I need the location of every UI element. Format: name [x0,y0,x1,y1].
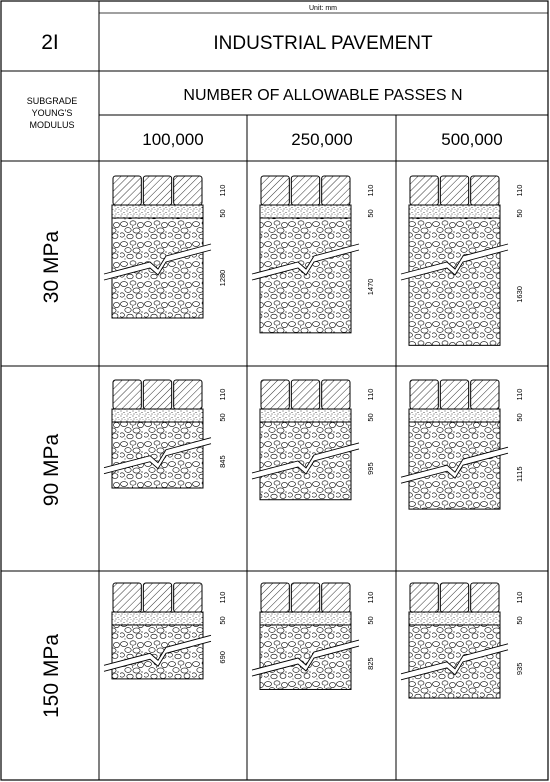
sand-thickness-label: 50 [218,616,227,625]
section-0-1 [252,176,375,333]
paver-thickness-label: 110 [366,388,375,401]
sand-thickness-label: 50 [515,616,524,625]
bedding-sand-layer [112,409,203,422]
subbase-thickness-label: 1470 [366,278,375,296]
paver-thickness-label: 110 [515,591,524,604]
sand-thickness-label: 50 [515,413,524,422]
paver-block [471,176,499,205]
paver-block [261,176,289,205]
paver-thickness-label: 110 [218,591,227,604]
paver-block [113,380,141,409]
subbase-thickness-label: 995 [366,462,375,475]
sand-thickness-label: 50 [218,413,227,422]
subgrade-label-line-2: YOUNG'S [31,108,73,118]
subbase-layer [112,422,203,488]
section-0-2 [401,176,524,345]
paver-block [322,176,350,205]
paver-block [291,583,319,612]
section-0-0 [104,176,227,318]
subbase-thickness-label: 1115 [515,466,524,483]
paver-block [113,583,141,612]
paver-thickness-label: 110 [366,591,375,604]
section-1-0 [104,380,227,488]
bedding-sand-layer [112,205,203,218]
section-1-1 [252,380,375,500]
passes-title: NUMBER OF ALLOWABLE PASSES N [183,87,463,104]
sand-thickness-label: 50 [366,209,375,218]
paver-block [440,176,468,205]
subbase-thickness-label: 1630 [515,286,524,303]
paver-block [291,380,319,409]
row-label-30-mpa: 30 MPa [40,230,63,304]
paver-thickness-label: 110 [218,184,227,197]
paver-block [174,583,202,612]
column-header-100000: 100,000 [142,130,204,149]
column-header-500000: 500,000 [441,130,503,149]
subbase-thickness-label: 825 [366,657,375,670]
paver-block [471,380,499,409]
paver-block [410,380,438,409]
paver-block [143,176,171,205]
paver-block [471,583,499,612]
section-1-2 [401,380,524,509]
bedding-sand-layer [409,612,500,625]
page-title: INDUSTRIAL PAVEMENT [213,33,433,54]
sand-thickness-label: 50 [366,413,375,422]
subbase-layer [112,625,203,679]
paver-block [322,583,350,612]
paver-block [322,380,350,409]
paver-block [261,380,289,409]
bedding-sand-layer [112,612,203,625]
paver-block [410,176,438,205]
paver-block [113,176,141,205]
paver-block [410,583,438,612]
paver-thickness-label: 110 [218,388,227,401]
subbase-thickness-label: 845 [218,455,227,468]
paver-thickness-label: 110 [515,184,524,197]
subgrade-label-line-3: MODULUS [29,120,75,130]
subbase-thickness-label: 1280 [218,269,227,287]
paver-block [143,380,171,409]
subbase-layer [260,422,351,500]
subbase-layer [409,625,500,698]
section-2-1 [252,583,375,689]
bedding-sand-layer [409,409,500,422]
paver-block [440,380,468,409]
paver-block [174,380,202,409]
subbase-layer [409,422,500,509]
paver-block [440,583,468,612]
column-header-250000: 250,000 [291,130,353,149]
row-label-90-mpa: 90 MPa [40,433,63,507]
unit-note: Unit: mm [309,5,337,12]
bedding-sand-layer [409,205,500,218]
subgrade-label-line-1: SUBGRADE [26,96,78,106]
paver-block [143,583,171,612]
bedding-sand-layer [260,409,351,422]
pavement-sections [104,176,524,698]
paver-block [291,176,319,205]
row-label-150-mpa: 150 MPa [40,633,63,719]
subbase-thickness-label: 935 [515,662,524,676]
paver-block [261,583,289,612]
sand-thickness-label: 50 [515,209,524,218]
subbase-thickness-label: 690 [218,651,227,664]
paver-block [174,176,202,205]
section-2-0 [104,583,227,679]
section-2-2 [401,583,524,698]
sheet-code: 2I [41,31,59,54]
paver-thickness-label: 110 [515,388,524,401]
subbase-layer [260,625,351,689]
subbase-layer [260,218,351,333]
sand-thickness-label: 50 [218,209,227,218]
sand-thickness-label: 50 [366,616,375,625]
paver-thickness-label: 110 [366,184,375,197]
bedding-sand-layer [260,205,351,218]
bedding-sand-layer [260,612,351,625]
subbase-layer [409,218,500,345]
